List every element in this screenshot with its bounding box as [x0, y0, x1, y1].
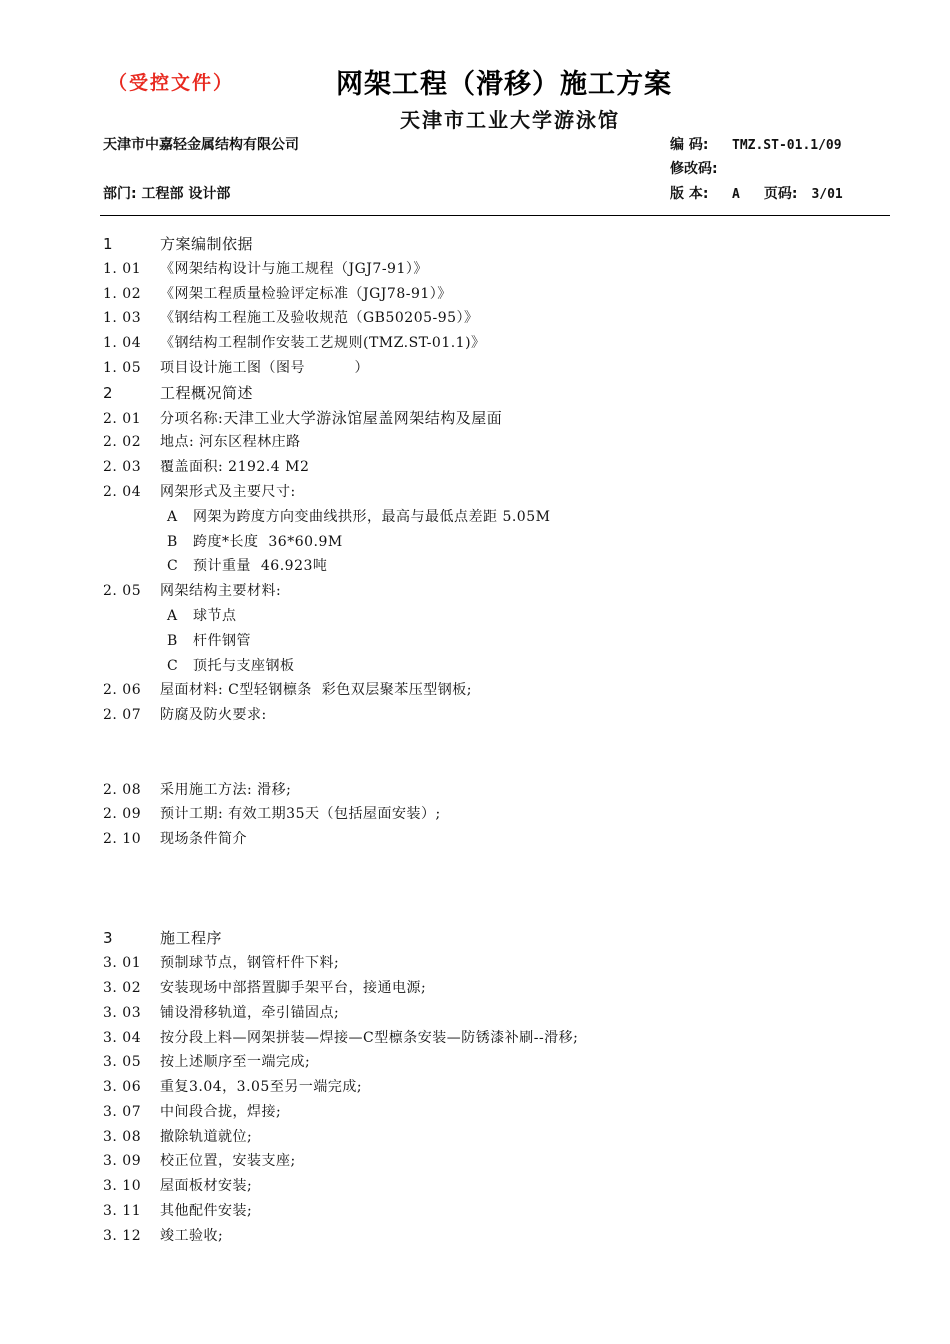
- list-item: [103, 406, 903, 431]
- sub-item-text: 顶托与支座钢板: [193, 657, 295, 674]
- item-text: 《网架工程质量检验评定标准（JGJ78-91）》: [160, 285, 452, 302]
- item-label: 分项名称:: [160, 410, 224, 427]
- sub-item-text: 杆件钢管: [193, 632, 251, 649]
- sub-item-letter: A: [167, 508, 178, 525]
- controlled-document-label: （受控文件）: [108, 72, 235, 94]
- sub-item-text: 预计重量 46.923吨: [193, 558, 328, 575]
- item-number: 2. 01: [103, 410, 142, 427]
- sub-item: [103, 654, 903, 679]
- revision-label: 修改码:: [670, 161, 718, 177]
- item-number: 3. 07: [103, 1103, 142, 1120]
- section-number: 2: [103, 383, 114, 402]
- list-item: [103, 1224, 903, 1249]
- item-number: 2. 09: [103, 806, 142, 823]
- item-text: 地点: 河东区程林庄路: [160, 434, 301, 451]
- list-item: [103, 455, 903, 480]
- item-text: 安装现场中部搭置脚手架平台，接通电源;: [160, 979, 427, 996]
- item-number: 1. 05: [103, 359, 142, 376]
- section-title: 工程概况简述: [160, 383, 254, 402]
- item-text: 竣工验收;: [160, 1227, 224, 1244]
- item-number: 2. 10: [103, 831, 142, 848]
- item-number: 2. 04: [103, 483, 142, 500]
- item-number: 1. 03: [103, 310, 142, 327]
- item-text: 防腐及防火要求:: [160, 707, 267, 724]
- item-number: 3. 04: [103, 1029, 142, 1046]
- item-text: 现场条件简介: [160, 831, 247, 848]
- section-heading: [103, 381, 903, 406]
- item-text: 铺设滑移轨道，牵引锚固点;: [160, 1004, 340, 1021]
- item-text: 采用施工方法: 滑移;: [160, 781, 292, 798]
- item-text: 按分段上料—网架拼装—焊接—C型檩条安装—防锈漆补刷--滑移;: [160, 1029, 579, 1046]
- spacer: [103, 852, 903, 877]
- page-value: 3/01: [811, 187, 843, 202]
- item-number: 3. 01: [103, 955, 142, 972]
- sub-item-text: 跨度*长度 36*60.9M: [193, 533, 343, 550]
- document-subtitle: 天津市工业大学游泳馆: [400, 108, 620, 132]
- sub-item: [103, 554, 903, 579]
- list-item: [103, 802, 903, 827]
- spacer: [103, 728, 903, 753]
- list-item: [103, 1174, 903, 1199]
- item-text: 网架形式及主要尺寸:: [160, 483, 296, 500]
- code-label: 编 码:: [670, 137, 709, 153]
- item-number: 3. 09: [103, 1153, 142, 1170]
- item-number: 1. 01: [103, 260, 142, 277]
- version-value: A: [732, 187, 740, 202]
- sub-item: [103, 505, 903, 530]
- list-item: [103, 257, 903, 282]
- item-text: 预计工期: 有效工期35天（包括屋面安装）;: [160, 806, 441, 823]
- list-item: [103, 356, 903, 381]
- item-text: 网架结构主要材料:: [160, 583, 282, 600]
- list-item: [103, 678, 903, 703]
- item-text: 中间段合拢，焊接;: [160, 1103, 282, 1120]
- item-number: 2. 06: [103, 682, 142, 699]
- list-item: [103, 1100, 903, 1125]
- sub-item-letter: B: [167, 533, 178, 550]
- sub-item-text: 网架为跨度方向变曲线拱形，最高与最低点差距 5.05M: [193, 508, 551, 525]
- section-heading: [103, 926, 903, 951]
- item-number: 3. 10: [103, 1178, 142, 1195]
- item-number: 3. 06: [103, 1079, 142, 1096]
- list-item: [103, 1149, 903, 1174]
- sub-item-letter: C: [167, 558, 179, 575]
- sub-item-letter: B: [167, 632, 178, 649]
- company-name: 天津市中嘉轻金属结构有限公司: [103, 137, 299, 153]
- item-number: 1. 04: [103, 335, 142, 352]
- department: 部门: 工程部 设计部: [103, 186, 231, 202]
- item-number: 2. 02: [103, 434, 142, 451]
- item-number: 3. 03: [103, 1004, 142, 1021]
- item-number: 2. 05: [103, 583, 142, 600]
- list-item: [103, 579, 903, 604]
- item-text: 按上述顺序至一端完成;: [160, 1054, 311, 1071]
- item-text: 重复3.04，3.05至另一端完成;: [160, 1079, 363, 1096]
- item-number: 2. 07: [103, 707, 142, 724]
- sub-item: [103, 604, 903, 629]
- item-number: 3. 08: [103, 1128, 142, 1145]
- list-item: [103, 703, 903, 728]
- item-text: 《钢结构工程制作安装工艺规则(TMZ.ST-01.1)》: [160, 335, 486, 352]
- item-text: 屋面材料: C型轻钢檩条 彩色双层聚苯压型钢板;: [160, 682, 472, 699]
- spacer: [103, 753, 903, 778]
- version-row: [670, 183, 843, 203]
- item-number: 3. 05: [103, 1054, 142, 1071]
- document-title: 网架工程（滑移）施工方案: [336, 69, 672, 100]
- code-row: [670, 134, 842, 154]
- list-item: [103, 1026, 903, 1051]
- document-body: [103, 232, 903, 1249]
- sub-item: [103, 530, 903, 555]
- item-text: 校正位置，安装支座;: [160, 1153, 296, 1170]
- list-item: [103, 306, 903, 331]
- list-item: [103, 282, 903, 307]
- item-number: 2. 08: [103, 781, 142, 798]
- list-item: [103, 1199, 903, 1224]
- sub-item-letter: A: [167, 607, 178, 624]
- item-text: 撤除轨道就位;: [160, 1128, 253, 1145]
- list-item: [103, 1001, 903, 1026]
- list-item: [103, 430, 903, 455]
- item-number: 3. 02: [103, 979, 142, 996]
- section-title: 施工程序: [160, 929, 223, 948]
- list-item: [103, 976, 903, 1001]
- item-text: 《网架结构设计与施工规程（JGJ7-91）》: [160, 260, 428, 277]
- item-text: 项目设计施工图（图号 ）: [160, 359, 370, 376]
- section-heading: [103, 232, 903, 257]
- item-number: 1. 02: [103, 285, 142, 302]
- sub-item: [103, 629, 903, 654]
- page-label: 页码:: [763, 186, 798, 202]
- header-divider: [100, 215, 890, 216]
- list-item: [103, 480, 903, 505]
- item-number: 2. 03: [103, 459, 142, 476]
- sub-item-text: 球节点: [193, 607, 237, 624]
- spacer: [103, 902, 903, 927]
- item-number: 3. 12: [103, 1227, 142, 1244]
- list-item: [103, 827, 903, 852]
- list-item: [103, 331, 903, 356]
- section-number: 1: [103, 235, 114, 253]
- item-text: 《钢结构工程施工及验收规范（GB50205-95）》: [160, 310, 479, 327]
- list-item: [103, 1125, 903, 1150]
- item-text: 屋面板材安装;: [160, 1178, 253, 1195]
- item-highlight: 天津工业大学游泳馆屋盖网架结构及屋面: [223, 408, 503, 427]
- list-item: [103, 1075, 903, 1100]
- item-text: 预制球节点，钢管杆件下料;: [160, 955, 340, 972]
- item-text: 覆盖面积: 2192.4 M2: [160, 459, 310, 476]
- version-label: 版 本:: [670, 186, 709, 202]
- section-number: 3: [103, 929, 114, 948]
- sub-item-letter: C: [167, 657, 179, 674]
- list-item: [103, 951, 903, 976]
- section-title: 方案编制依据: [160, 235, 254, 253]
- list-item: [103, 778, 903, 803]
- spacer: [103, 877, 903, 902]
- code-value: TMZ.ST-01.1/09: [732, 138, 842, 153]
- list-item: [103, 1050, 903, 1075]
- item-number: 3. 11: [103, 1203, 142, 1220]
- item-text: 其他配件安装;: [160, 1203, 253, 1220]
- revision-row: [670, 158, 732, 178]
